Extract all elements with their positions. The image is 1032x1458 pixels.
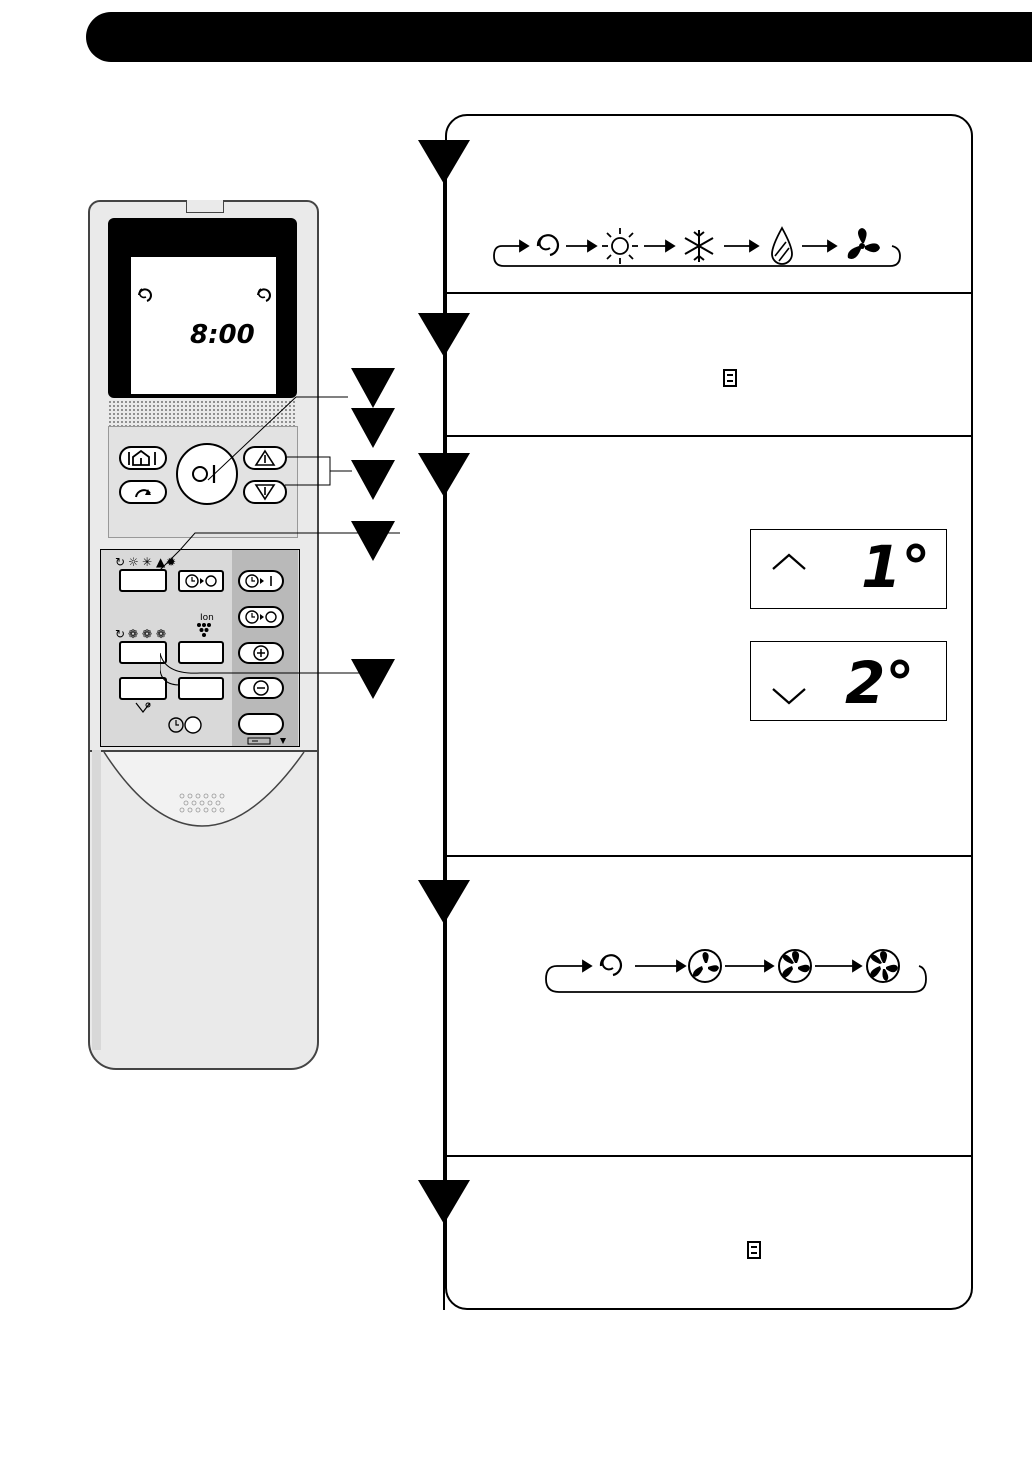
fan-low-icon xyxy=(689,950,721,982)
step-arrow-5 xyxy=(418,1180,470,1224)
svg-text:✳: ✳ xyxy=(142,555,153,569)
vent-icon xyxy=(134,701,152,715)
clock-set-button[interactable] xyxy=(238,713,284,735)
home-icon xyxy=(125,449,161,467)
step-arrow-2 xyxy=(418,313,470,357)
step-divider-3 xyxy=(445,855,973,857)
step-arrow-3 xyxy=(418,453,470,497)
display-symbol-icon-2 xyxy=(747,1241,761,1259)
svg-text:❁: ❁ xyxy=(156,627,167,641)
auto-mode-icon xyxy=(538,235,558,255)
temp-down-value: 2° xyxy=(845,649,915,717)
temp-down-readout xyxy=(750,641,947,721)
lcd-swing-right-icon xyxy=(252,285,276,305)
battery-icon xyxy=(246,736,290,746)
dry-mode-icon xyxy=(772,228,792,264)
chevron-up-icon xyxy=(771,552,807,572)
fan-medium-icon xyxy=(779,950,811,982)
ion-label: Ion xyxy=(200,613,214,623)
fan-mode-icon xyxy=(848,228,880,259)
remote-arrow-4 xyxy=(351,521,395,561)
fan-auto-icon xyxy=(601,955,621,975)
svg-text:↻: ↻ xyxy=(115,555,126,569)
temp-up-value: 1° xyxy=(861,533,931,601)
header-bar xyxy=(86,12,1032,62)
remote-top-tab xyxy=(186,200,224,213)
heat-mode-icon xyxy=(602,228,638,264)
temp-up-readout xyxy=(750,529,947,609)
remote-arrow-3 xyxy=(351,460,395,500)
clock-icon xyxy=(166,714,206,736)
swing-icon xyxy=(132,483,154,501)
step-divider-1 xyxy=(445,292,973,294)
svg-text:✹: ✹ xyxy=(166,555,177,569)
cool-mode-icon xyxy=(685,230,713,262)
fan-high-icon xyxy=(867,950,899,982)
step-arrow-1 xyxy=(418,140,470,184)
remote-arrow-1 xyxy=(351,368,395,408)
svg-text:↻: ↻ xyxy=(115,627,126,641)
mode-cycle-diagram xyxy=(490,222,905,272)
lcd-time: 8:00 xyxy=(190,320,255,350)
step-divider-4 xyxy=(445,1155,973,1157)
remote-arrow-2 xyxy=(351,408,395,448)
svg-text:❁: ❁ xyxy=(128,627,139,641)
step-divider-2 xyxy=(445,435,973,437)
fan-cycle-diagram xyxy=(543,944,931,996)
display-symbol-icon xyxy=(723,369,737,387)
remote-arrow-5 xyxy=(351,659,395,699)
step-arrow-4 xyxy=(418,880,470,924)
chevron-down-icon xyxy=(771,686,807,706)
sensor-dots xyxy=(178,792,226,814)
fan-leader xyxy=(160,640,200,700)
lcd-swing-left-icon xyxy=(133,285,157,305)
svg-text:☼: ☼ xyxy=(128,555,139,569)
svg-text:❁: ❁ xyxy=(142,627,153,641)
svg-text:▲: ▲ xyxy=(156,555,166,569)
